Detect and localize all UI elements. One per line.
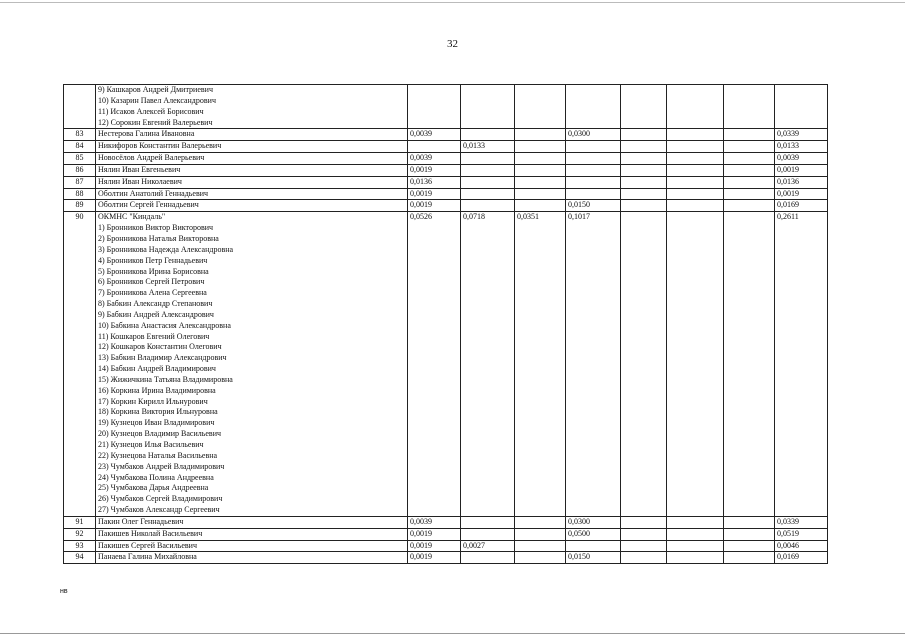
member-line: 25) Чумбакова Дарья Андреевна xyxy=(98,483,209,493)
continuation-row xyxy=(64,85,828,129)
member-line: 17) Коркин Кирилл Ильнурович xyxy=(98,396,208,406)
share-value xyxy=(667,200,724,212)
owner-name: Нялин Иван Евгеньевич xyxy=(96,164,408,176)
share-value: 0,0019 xyxy=(408,188,461,200)
share-value: 0,0300 xyxy=(566,516,621,528)
share-value xyxy=(566,164,621,176)
member-line: 22) Кузнецова Наталья Васильевна xyxy=(98,450,218,460)
share-value xyxy=(566,153,621,165)
member-line: 10) Казарин Павел Александрович xyxy=(98,95,216,105)
share-value xyxy=(515,528,566,540)
share-total: 0,0046 xyxy=(775,540,828,552)
table-row xyxy=(64,528,828,540)
table-row xyxy=(64,516,828,528)
share-value xyxy=(667,188,724,200)
member-line: 15) Жижичкина Татьяна Владимировна xyxy=(98,374,233,384)
row-number: 93 xyxy=(64,540,96,552)
row-number: 86 xyxy=(64,164,96,176)
member-line: 9) Кашкаров Андрей Дмитриевич xyxy=(98,85,213,94)
share-value: 0,0039 xyxy=(408,516,461,528)
share-value xyxy=(667,540,724,552)
share-value xyxy=(724,200,775,212)
share-value xyxy=(724,516,775,528)
row-number: 89 xyxy=(64,200,96,212)
share-value xyxy=(621,164,667,176)
table-row xyxy=(64,552,828,564)
page-number: 32 xyxy=(447,38,458,50)
owner-name: Никифоров Константин Валерьевич xyxy=(96,141,408,153)
share-value: 0,0019 xyxy=(408,164,461,176)
table-row xyxy=(64,153,828,165)
table-row xyxy=(64,141,828,153)
table-row xyxy=(64,176,828,188)
share-value xyxy=(408,141,461,153)
share-value xyxy=(724,528,775,540)
share-value xyxy=(724,188,775,200)
share-value xyxy=(566,188,621,200)
share-value xyxy=(724,129,775,141)
share-value xyxy=(461,164,515,176)
row-number: 85 xyxy=(64,153,96,165)
row-number: 87 xyxy=(64,176,96,188)
share-value: 0,0300 xyxy=(566,129,621,141)
share-value: 0,0500 xyxy=(566,528,621,540)
share-value: 0,0718 xyxy=(461,212,515,517)
group-members xyxy=(96,212,408,517)
member-line: 5) Бронникова Ирина Борисовна xyxy=(98,266,209,276)
member-line: 13) Бабкин Владимир Александрович xyxy=(98,353,227,363)
member-line: 16) Коркина Ирина Владимировна xyxy=(98,385,216,395)
owner-name: Пакишев Николай Васильевич xyxy=(96,528,408,540)
share-value xyxy=(515,188,566,200)
row-number: 88 xyxy=(64,188,96,200)
share-value xyxy=(621,129,667,141)
share-value xyxy=(724,212,775,517)
share-value xyxy=(461,188,515,200)
table-row xyxy=(64,188,828,200)
owner-name: Оболтин Анатолий Геннадьевич xyxy=(96,188,408,200)
member-line: 9) Бабкин Андрей Александрович xyxy=(98,309,214,319)
share-value: 0,0039 xyxy=(408,153,461,165)
share-value xyxy=(724,552,775,564)
member-line: 11) Кошкаров Евгений Олегович xyxy=(98,331,210,341)
share-total: 0,0039 xyxy=(775,153,828,165)
share-value xyxy=(566,540,621,552)
share-value xyxy=(621,212,667,517)
share-total: 0,0339 xyxy=(775,516,828,528)
owner-name: Нялин Иван Николаевич xyxy=(96,176,408,188)
row-number: 94 xyxy=(64,552,96,564)
share-value xyxy=(515,552,566,564)
share-value xyxy=(667,141,724,153)
share-value: 0,0133 xyxy=(461,141,515,153)
member-line: 8) Бабкин Александр Степанович xyxy=(98,299,213,309)
share-value xyxy=(621,141,667,153)
share-value: 0,0150 xyxy=(566,552,621,564)
share-value xyxy=(667,552,724,564)
share-value: 0,1017 xyxy=(566,212,621,517)
table-row-group xyxy=(64,212,828,517)
member-line: 2) Бронникова Наталья Викторовна xyxy=(98,233,219,243)
member-line: 24) Чумбакова Полина Андреевна xyxy=(98,472,214,482)
share-total: 0,0133 xyxy=(775,141,828,153)
share-value xyxy=(461,516,515,528)
member-line: 19) Кузнецов Иван Владимирович xyxy=(98,418,215,428)
share-value xyxy=(461,176,515,188)
share-value xyxy=(667,516,724,528)
scan-top-edge xyxy=(0,2,905,3)
share-value: 0,0019 xyxy=(408,540,461,552)
member-line: 12) Сорокин Евгений Валерьевич xyxy=(98,117,213,127)
data-table xyxy=(63,84,828,564)
share-value xyxy=(667,212,724,517)
share-value xyxy=(667,528,724,540)
footer-mark: нв xyxy=(60,588,68,595)
continuation-names xyxy=(96,85,408,129)
member-line: 23) Чумбаков Андрей Владимирович xyxy=(98,461,225,471)
owner-name: Новосёлов Андрей Валерьевич xyxy=(96,153,408,165)
member-line: 18) Коркина Виктория Ильнуровна xyxy=(98,407,218,417)
table-row xyxy=(64,129,828,141)
share-value: 0,0019 xyxy=(408,200,461,212)
share-value xyxy=(621,153,667,165)
share-value xyxy=(515,129,566,141)
owner-name: Оболтин Сергей Геннадьевич xyxy=(96,200,408,212)
member-line: 4) Бронников Петр Геннадьевич xyxy=(98,255,208,265)
share-value xyxy=(515,164,566,176)
share-value xyxy=(461,200,515,212)
member-line: 12) Кошкаров Константин Олегович xyxy=(98,342,222,352)
row-number: 83 xyxy=(64,129,96,141)
share-value xyxy=(461,153,515,165)
share-value xyxy=(724,540,775,552)
owner-name: Пакин Олег Геннадьевич xyxy=(96,516,408,528)
member-line: ОКМНС "Киндаль" xyxy=(98,212,166,222)
share-value xyxy=(515,540,566,552)
table-row xyxy=(64,200,828,212)
share-value: 0,0019 xyxy=(408,552,461,564)
share-value xyxy=(621,552,667,564)
owner-name: Нестерова Галина Ивановна xyxy=(96,129,408,141)
share-value xyxy=(621,188,667,200)
share-value xyxy=(724,141,775,153)
share-value xyxy=(621,176,667,188)
share-value: 0,0136 xyxy=(408,176,461,188)
share-total: 0,0519 xyxy=(775,528,828,540)
share-total: 0,2611 xyxy=(775,212,828,517)
member-line: 6) Бронников Сергей Петрович xyxy=(98,277,205,287)
member-line: 20) Кузнецов Владимир Васильевич xyxy=(98,429,222,439)
share-value xyxy=(566,176,621,188)
share-value: 0,0526 xyxy=(408,212,461,517)
row-number xyxy=(64,85,96,129)
share-total: 0,0019 xyxy=(775,188,828,200)
share-value xyxy=(621,200,667,212)
share-value xyxy=(461,552,515,564)
owner-name: Пакишев Сергей Васильевич xyxy=(96,540,408,552)
share-value xyxy=(461,129,515,141)
share-value: 0,0150 xyxy=(566,200,621,212)
share-value: 0,0039 xyxy=(408,129,461,141)
share-value xyxy=(724,164,775,176)
scan-bottom-edge xyxy=(0,633,905,634)
share-value xyxy=(621,540,667,552)
share-value xyxy=(515,516,566,528)
owner-name: Панаева Галина Михайловна xyxy=(96,552,408,564)
share-total: 0,0339 xyxy=(775,129,828,141)
share-value xyxy=(621,516,667,528)
member-line: 7) Бронникова Алена Сергеевна xyxy=(98,288,207,298)
share-value xyxy=(621,528,667,540)
share-value xyxy=(515,153,566,165)
member-line: 14) Бабкин Андрей Владимирович xyxy=(98,364,216,374)
member-line: 27) Чумбаков Александр Сергеевич xyxy=(98,505,220,515)
share-value: 0,0351 xyxy=(515,212,566,517)
share-value xyxy=(515,200,566,212)
share-value xyxy=(566,141,621,153)
member-line: 10) Бабкина Анастасия Александровна xyxy=(98,320,231,330)
share-value xyxy=(515,141,566,153)
member-line: 11) Исаков Алексей Борисович xyxy=(98,106,204,116)
share-value xyxy=(667,176,724,188)
table-row xyxy=(64,540,828,552)
share-total: 0,0136 xyxy=(775,176,828,188)
share-value xyxy=(461,528,515,540)
share-value xyxy=(515,176,566,188)
share-value xyxy=(724,153,775,165)
row-number: 84 xyxy=(64,141,96,153)
member-line: 3) Бронникова Надежда Александровна xyxy=(98,244,234,254)
share-value xyxy=(724,176,775,188)
table-row xyxy=(64,164,828,176)
share-total: 0,0169 xyxy=(775,200,828,212)
share-total: 0,0169 xyxy=(775,552,828,564)
member-line: 21) Кузнецов Илья Васильевич xyxy=(98,440,204,449)
member-line: 26) Чумбаков Сергей Владимирович xyxy=(98,494,223,504)
share-value xyxy=(667,129,724,141)
share-value: 0,0027 xyxy=(461,540,515,552)
row-number: 91 xyxy=(64,516,96,528)
share-value xyxy=(667,153,724,165)
member-line: 1) Бронников Виктор Викторович xyxy=(98,223,214,233)
share-total: 0,0019 xyxy=(775,164,828,176)
row-number: 92 xyxy=(64,528,96,540)
share-value: 0,0019 xyxy=(408,528,461,540)
row-number: 90 xyxy=(64,212,96,517)
share-value xyxy=(667,164,724,176)
